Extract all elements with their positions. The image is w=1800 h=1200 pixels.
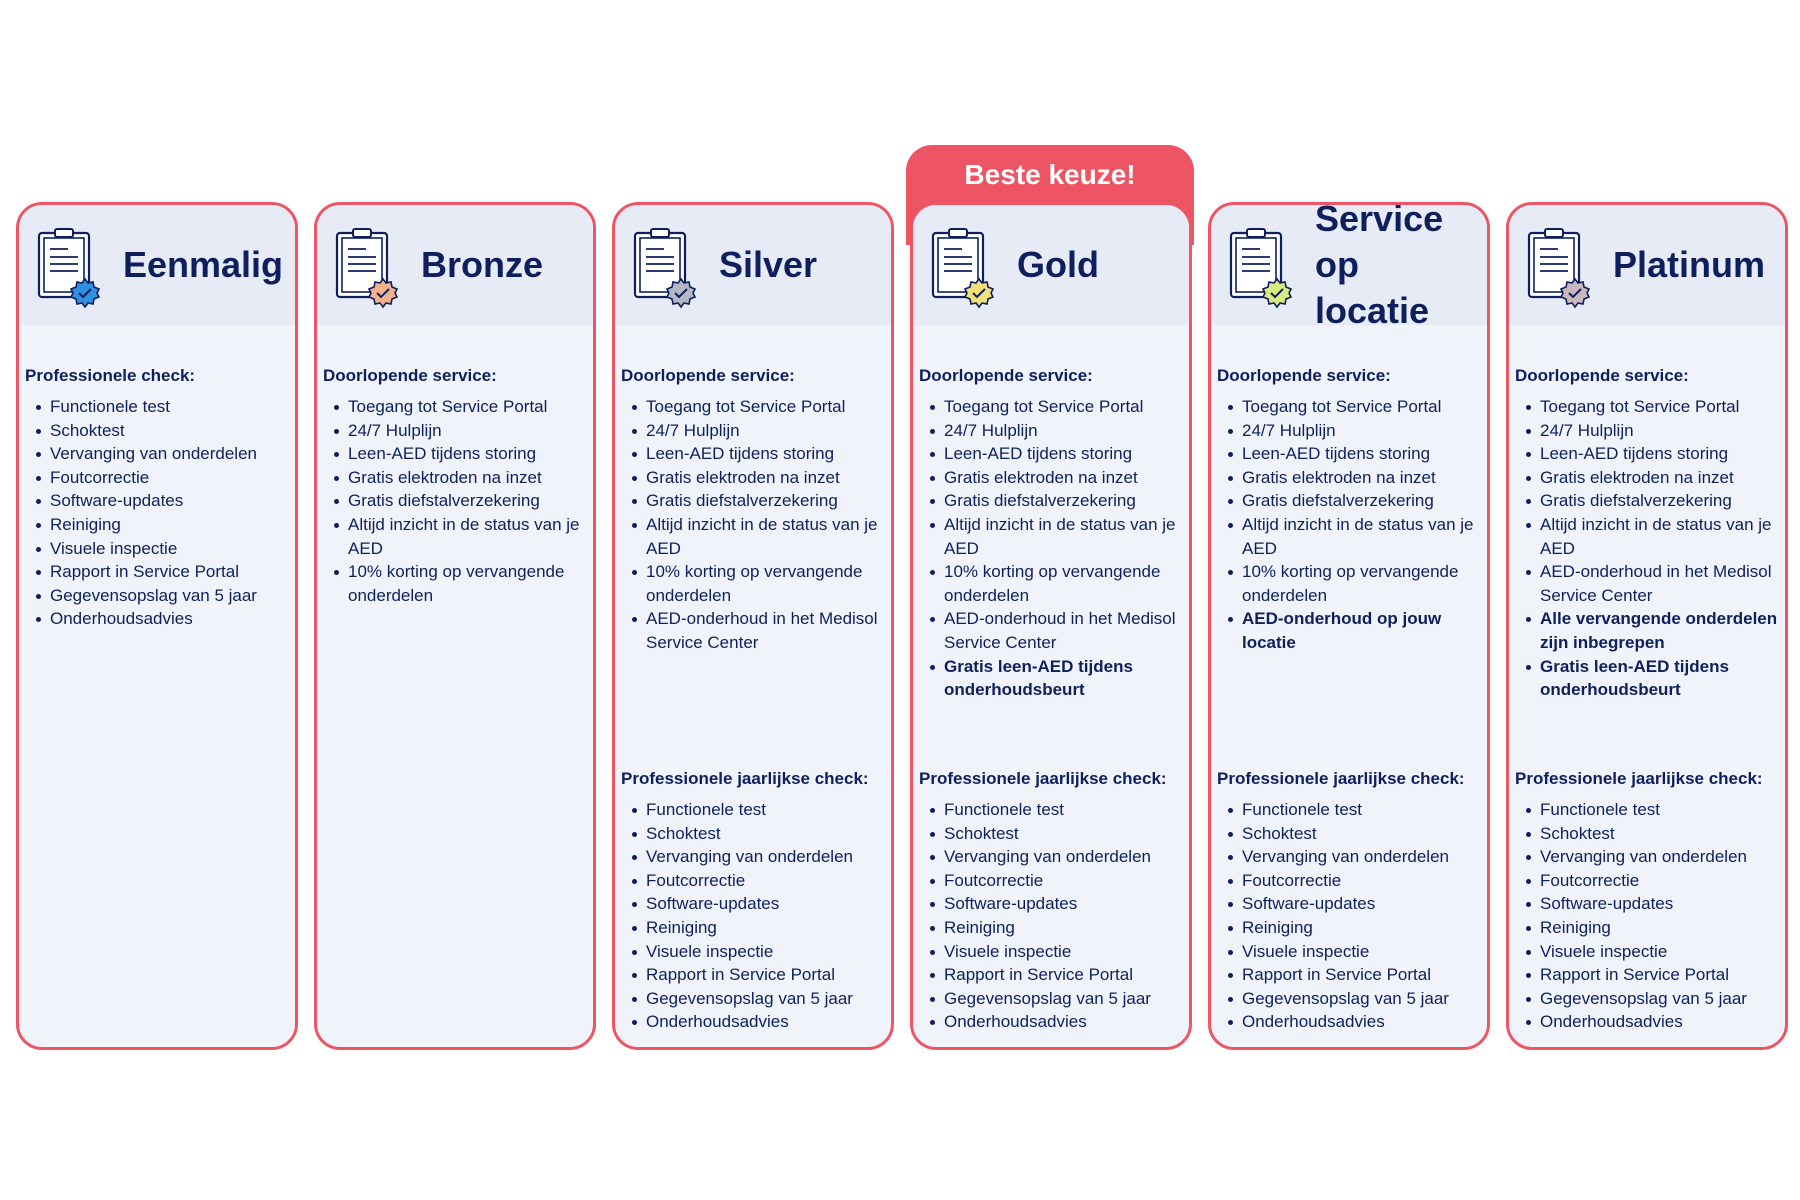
clipboard-check-icon	[633, 227, 699, 311]
feature-item: Gratis diefstalverzekering	[919, 489, 1189, 513]
feature-item: Software-updates	[1217, 892, 1487, 916]
plan-card-3	[910, 202, 1192, 1050]
clipboard-check-icon	[335, 227, 401, 311]
feature-item: Visuele inspectie	[1515, 940, 1785, 964]
section-title: Doorlopende service:	[1217, 366, 1391, 385]
annual-check-section	[1515, 768, 1785, 1034]
plan-card-0	[16, 202, 298, 1050]
feature-item: Gratis diefstalverzekering	[1515, 489, 1785, 513]
feature-item: Rapport in Service Portal	[1217, 963, 1487, 987]
feature-item: Leen-AED tijdens storing	[919, 442, 1189, 466]
feature-item: Vervanging van onderdelen	[1217, 845, 1487, 869]
feature-item: Gegevensopslag van 5 jaar	[621, 987, 891, 1011]
feature-item: 24/7 Hulplijn	[919, 419, 1189, 443]
feature-list	[1217, 798, 1487, 1034]
feature-item: Toegang tot Service Portal	[1515, 395, 1785, 419]
feature-item: Vervanging van onderdelen	[1515, 845, 1785, 869]
plan-body	[19, 325, 295, 631]
feature-item: Foutcorrectie	[621, 869, 891, 893]
feature-item: Reiniging	[1515, 916, 1785, 940]
clipboard-check-icon	[931, 227, 997, 311]
feature-item: Rapport in Service Portal	[919, 963, 1189, 987]
feature-item: Schoktest	[1217, 822, 1487, 846]
feature-list	[1515, 395, 1785, 702]
feature-item: Altijd inzicht in de status van je AED	[323, 513, 593, 560]
feature-item: Onderhoudsadvies	[919, 1010, 1189, 1034]
feature-item: Onderhoudsadvies	[621, 1010, 891, 1034]
plan-card-1	[314, 202, 596, 1050]
feature-item: Gratis elektroden na inzet	[323, 466, 593, 490]
feature-item: Toegang tot Service Portal	[621, 395, 891, 419]
feature-item: 10% korting op vervangende onderdelen	[919, 560, 1189, 607]
clipboard-check-icon	[1229, 227, 1295, 311]
feature-item: Visuele inspectie	[1217, 940, 1487, 964]
feature-item: Leen-AED tijdens storing	[1515, 442, 1785, 466]
section-title: Doorlopende service:	[323, 366, 497, 385]
feature-item: Vervanging van onderdelen	[919, 845, 1189, 869]
feature-item: Onderhoudsadvies	[25, 607, 295, 631]
feature-item: Gratis elektroden na inzet	[621, 466, 891, 490]
feature-item: Foutcorrectie	[25, 466, 295, 490]
feature-item: Gratis diefstalverzekering	[323, 489, 593, 513]
feature-list	[1515, 798, 1785, 1034]
feature-item: AED-onderhoud in het Medisol Service Center	[1515, 560, 1785, 607]
feature-list	[919, 798, 1189, 1034]
feature-item: Foutcorrectie	[1515, 869, 1785, 893]
feature-item: Toegang tot Service Portal	[1217, 395, 1487, 419]
plan-header	[615, 205, 891, 325]
feature-item: Altijd inzicht in de status van je AED	[621, 513, 891, 560]
plan-body	[1509, 325, 1785, 702]
plan-header	[317, 205, 593, 325]
feature-item: 24/7 Hulplijn	[1515, 419, 1785, 443]
section-title: Professionele jaarlijkse check:	[919, 769, 1167, 788]
feature-item: Gratis elektroden na inzet	[1515, 466, 1785, 490]
plan-header	[1211, 202, 1487, 331]
feature-item: Gegevensopslag van 5 jaar	[1515, 987, 1785, 1011]
clipboard-check-icon	[37, 227, 103, 311]
plan-header	[913, 205, 1189, 325]
feature-item: Rapport in Service Portal	[25, 560, 295, 584]
plan-title: Silver	[719, 244, 818, 285]
feature-item: Leen-AED tijdens storing	[323, 442, 593, 466]
feature-item: Functionele test	[25, 395, 295, 419]
best-choice-badge: Beste keuze!	[906, 145, 1194, 245]
feature-item: Software-updates	[919, 892, 1189, 916]
feature-item-highlight: Gratis leen-AED tijdens onderhoudsbeurt	[1515, 655, 1785, 702]
feature-list	[25, 395, 295, 631]
feature-item-highlight: Alle vervangende onderdelen zijn inbegrepen	[1515, 607, 1785, 654]
plan-title: Gold	[1017, 244, 1099, 285]
annual-check-section	[919, 768, 1189, 1034]
section-title: Doorlopende service:	[621, 366, 795, 385]
feature-item: Gratis diefstalverzekering	[1217, 489, 1487, 513]
feature-item: Schoktest	[621, 822, 891, 846]
feature-item: 24/7 Hulplijn	[323, 419, 593, 443]
feature-item: Schoktest	[25, 419, 295, 443]
feature-item: 24/7 Hulplijn	[621, 419, 891, 443]
feature-list	[919, 395, 1189, 702]
feature-item: Software-updates	[1515, 892, 1785, 916]
feature-item: Reiniging	[25, 513, 295, 537]
feature-item: Functionele test	[1515, 798, 1785, 822]
feature-item: Gratis diefstalverzekering	[621, 489, 891, 513]
feature-list	[621, 798, 891, 1034]
feature-item: Visuele inspectie	[621, 940, 891, 964]
feature-list	[621, 395, 891, 655]
section-title: Professionele jaarlijkse check:	[621, 769, 869, 788]
plan-title: Platinum	[1613, 244, 1766, 285]
feature-item: Altijd inzicht in de status van je AED	[919, 513, 1189, 560]
plan-title: Bronze	[421, 244, 544, 285]
feature-item: Toegang tot Service Portal	[919, 395, 1189, 419]
feature-list	[1217, 395, 1487, 655]
clipboard-check-icon	[1527, 227, 1593, 311]
feature-item: Vervanging van onderdelen	[621, 845, 891, 869]
feature-item: Gegevensopslag van 5 jaar	[919, 987, 1189, 1011]
feature-item: Gratis elektroden na inzet	[1217, 466, 1487, 490]
plan-card-2	[612, 202, 894, 1050]
plan-header	[1509, 205, 1785, 325]
feature-item: Gegevensopslag van 5 jaar	[1217, 987, 1487, 1011]
feature-item: Leen-AED tijdens storing	[621, 442, 891, 466]
plan-body	[317, 325, 593, 607]
feature-item: Altijd inzicht in de status van je AED	[1515, 513, 1785, 560]
feature-item: Vervanging van onderdelen	[25, 442, 295, 466]
feature-item: Software-updates	[621, 892, 891, 916]
feature-item: Gegevensopslag van 5 jaar	[25, 584, 295, 608]
section-title: Doorlopende service:	[919, 366, 1093, 385]
feature-item: Foutcorrectie	[919, 869, 1189, 893]
plan-title: Eenmalig	[123, 244, 284, 285]
feature-item: Toegang tot Service Portal	[323, 395, 593, 419]
feature-item: Rapport in Service Portal	[1515, 963, 1785, 987]
feature-item: Leen-AED tijdens storing	[1217, 442, 1487, 466]
plan-body	[615, 325, 891, 655]
feature-list	[323, 395, 593, 607]
feature-item: Altijd inzicht in de status van je AED	[1217, 513, 1487, 560]
section-title: Professionele check:	[25, 366, 196, 385]
plan-body	[1211, 325, 1487, 655]
feature-item: Gratis elektroden na inzet	[919, 466, 1189, 490]
plan-card-5	[1506, 202, 1788, 1050]
feature-item: Onderhoudsadvies	[1217, 1010, 1487, 1034]
plan-title: Service op locatie	[1315, 202, 1444, 331]
feature-item: Visuele inspectie	[25, 537, 295, 561]
feature-item: Onderhoudsadvies	[1515, 1010, 1785, 1034]
feature-item: Functionele test	[1217, 798, 1487, 822]
plan-body	[913, 325, 1189, 702]
section-title: Professionele jaarlijkse check:	[1515, 769, 1763, 788]
feature-item: Software-updates	[25, 489, 295, 513]
section-title: Doorlopende service:	[1515, 366, 1689, 385]
annual-check-section	[1217, 768, 1487, 1034]
feature-item: Functionele test	[919, 798, 1189, 822]
plan-header	[19, 205, 295, 325]
feature-item: Schoktest	[1515, 822, 1785, 846]
feature-item: Reiniging	[1217, 916, 1487, 940]
feature-item: Reiniging	[621, 916, 891, 940]
feature-item: Rapport in Service Portal	[621, 963, 891, 987]
plan-card-4	[1208, 202, 1490, 1050]
feature-item: AED-onderhoud in het Medisol Service Center	[919, 607, 1189, 654]
feature-item: Foutcorrectie	[1217, 869, 1487, 893]
feature-item: AED-onderhoud in het Medisol Service Center	[621, 607, 891, 654]
feature-item-highlight: Gratis leen-AED tijdens onderhoudsbeurt	[919, 655, 1189, 702]
feature-item: Reiniging	[919, 916, 1189, 940]
feature-item: Visuele inspectie	[919, 940, 1189, 964]
feature-item: 24/7 Hulplijn	[1217, 419, 1487, 443]
annual-check-section	[621, 768, 891, 1034]
feature-item-highlight: AED-onderhoud op jouw locatie	[1217, 607, 1487, 654]
section-title: Professionele jaarlijkse check:	[1217, 769, 1465, 788]
feature-item: Schoktest	[919, 822, 1189, 846]
feature-item: 10% korting op vervangende onderdelen	[1217, 560, 1487, 607]
feature-item: Functionele test	[621, 798, 891, 822]
feature-item: 10% korting op vervangende onderdelen	[621, 560, 891, 607]
feature-item: 10% korting op vervangende onderdelen	[323, 560, 593, 607]
